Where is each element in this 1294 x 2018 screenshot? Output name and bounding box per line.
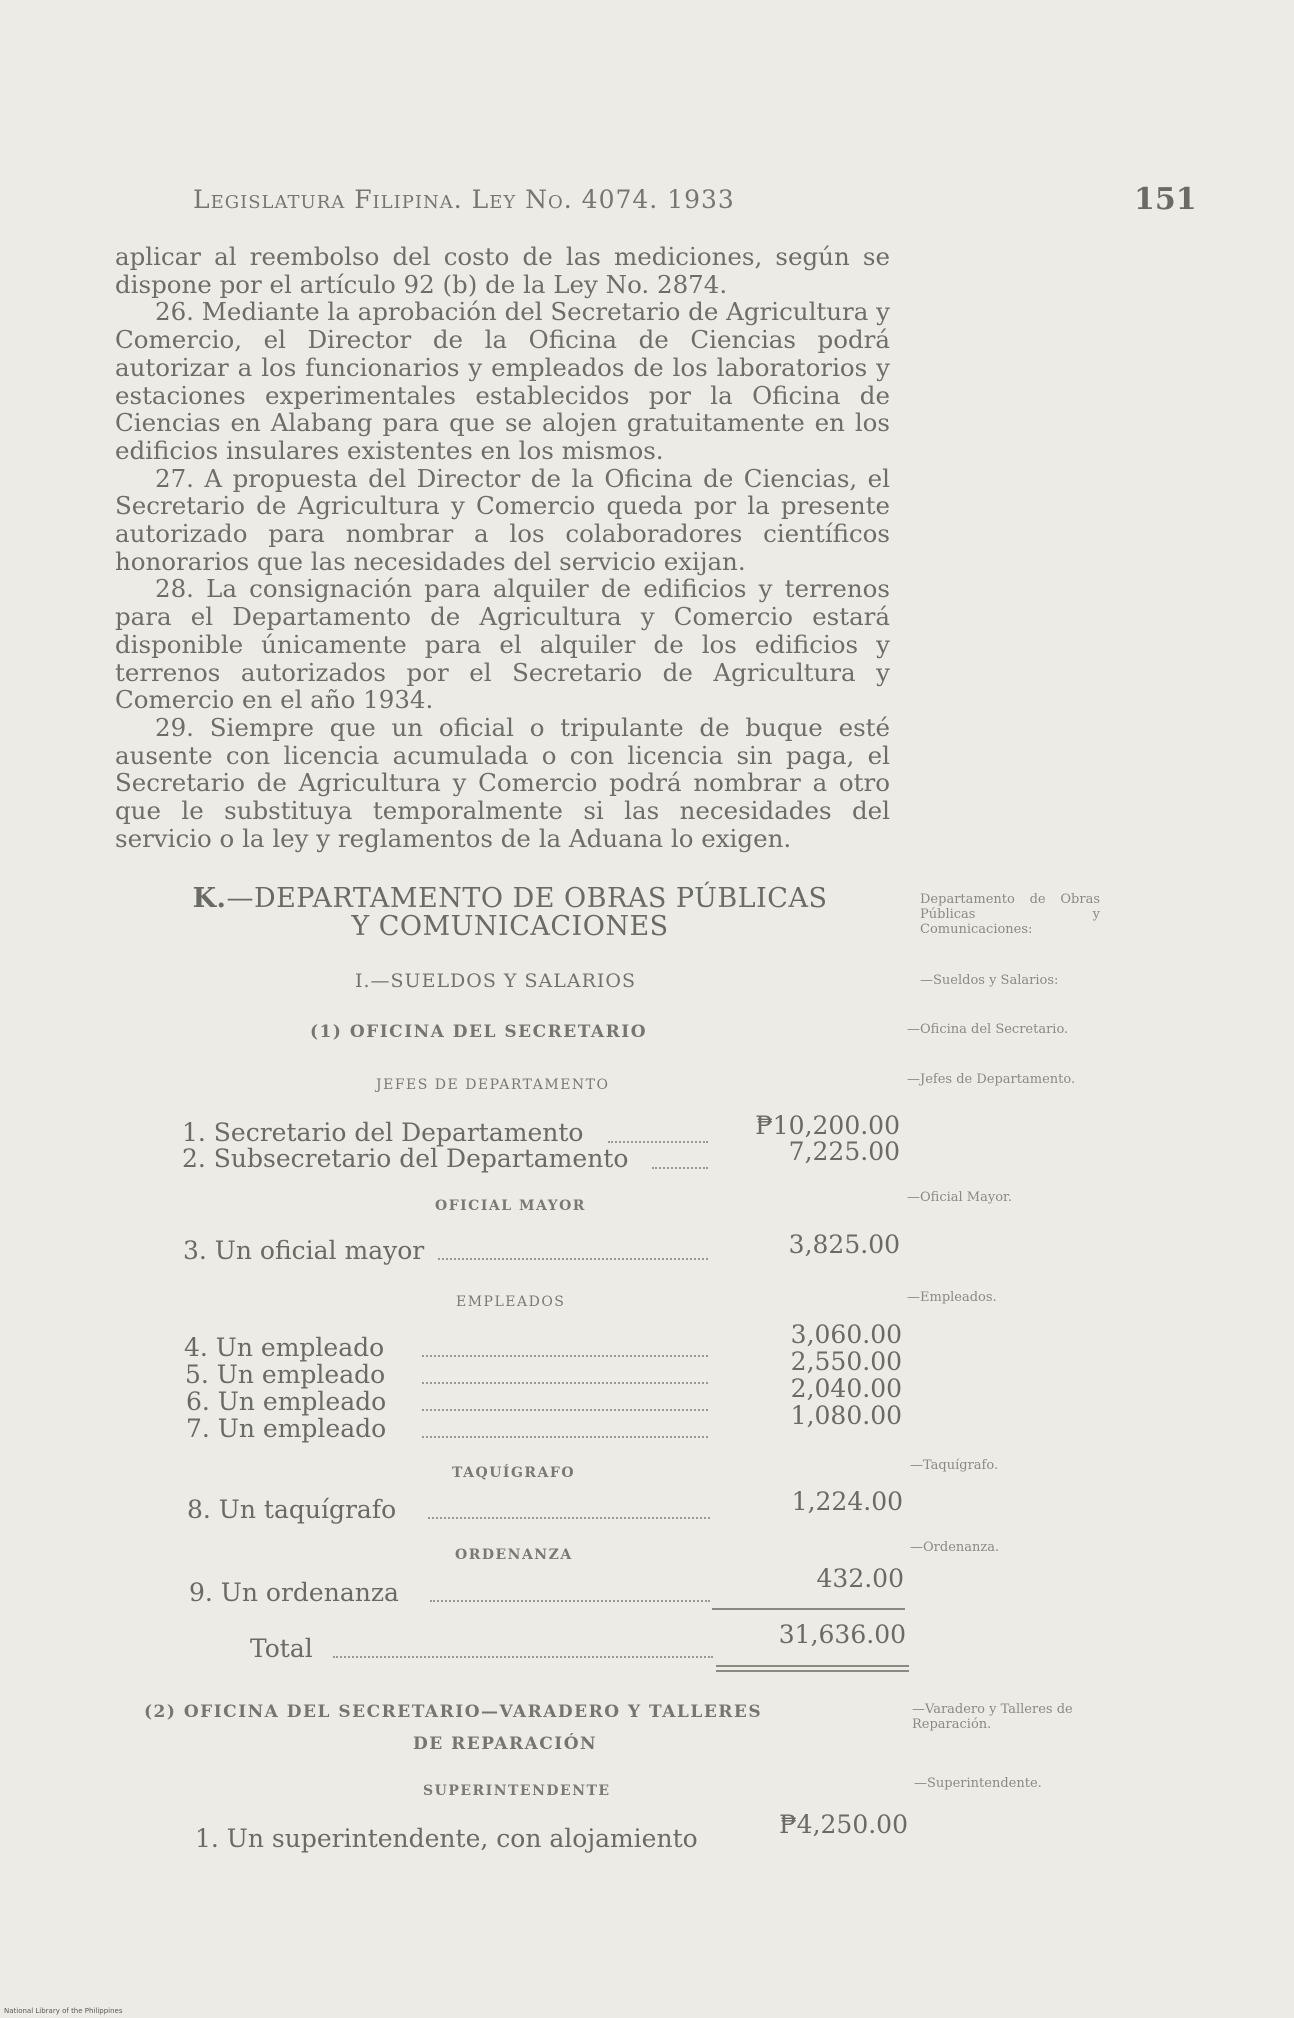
item-label: 3. Un oficial mayor	[183, 1236, 425, 1265]
item-label: 4. Un empleado	[184, 1333, 385, 1362]
margin-note-taquigrafo: —Taquígrafo.	[910, 1458, 999, 1473]
leader-dots	[608, 1141, 708, 1143]
item-8	[187, 1495, 396, 1524]
group-heading-jefes: JEFES DE DEPARTAMENTO	[376, 1077, 610, 1093]
group-heading-ordenanza: ORDENANZA	[455, 1547, 573, 1563]
paragraph-26: 26. Mediante la aprobación del Secretario de Agricultura y Comercio, el Director de la Oficina de Ciencias podrá autorizar a los funcionarios y empleados de los laboratorios y estaciones experimentales establecidos por la Oficina de Ciencias en Alabang para que se alojen gratuitamente en los edificios insulares existentes en los mismos.	[115, 297, 890, 465]
item-amount: 3,825.00	[788, 1230, 900, 1259]
leader-dots	[430, 1600, 710, 1602]
item-3	[183, 1236, 424, 1265]
leader-dots	[422, 1436, 708, 1438]
item-amount: 2,550.00	[790, 1347, 902, 1376]
section-title: I.—SUELDOS Y SALARIOS	[355, 970, 636, 992]
item-4	[184, 1333, 384, 1362]
page-number: 151	[1134, 182, 1197, 217]
office2-title-line1: (2) OFICINA DEL SECRETARIO—VARADERO Y TALLERES	[144, 1702, 763, 1722]
office2-item-amount: ₱4,250.00	[779, 1810, 908, 1839]
margin-note-empleados: —Empleados.	[907, 1290, 997, 1305]
leader-dots	[422, 1382, 708, 1384]
paragraph-27: 27. A propuesta del Director de la Oficina de Ciencias, el Secretario de Agricultura y Comercio queda por la presente autorizado para nombrar a los colaboradores científicos honorarios que las necesidades del servicio exijan.	[115, 463, 890, 576]
total-label: Total	[250, 1634, 313, 1663]
paragraph-25-end: aplicar al reembolso del costo de las mediciones, según se dispone por el artículo 92 (b) de la Ley No. 2874.	[115, 242, 890, 299]
group-heading-empleados: EMPLEADOS	[456, 1294, 566, 1310]
department-letter: K.	[192, 883, 227, 914]
total-rule	[712, 1608, 905, 1610]
margin-note-section: —Sueldos y Salarios:	[920, 973, 1059, 988]
body-text	[115, 243, 890, 852]
item-label: 6. Un empleado	[186, 1387, 387, 1416]
margin-note-ordenanza: —Ordenanza.	[910, 1540, 1000, 1555]
item-label: 8. Un taquígrafo	[187, 1495, 397, 1524]
item-5	[185, 1360, 385, 1389]
item-label: 7. Un empleado	[186, 1414, 387, 1443]
leader-dots	[652, 1167, 708, 1169]
leader-dots	[333, 1656, 713, 1658]
item-label: 2. Subsecretario del Departamento	[182, 1144, 629, 1173]
department-title-line2: Y COMUNICACIONES	[351, 911, 669, 942]
margin-note-office2: —Varadero y Talleres de Reparación.	[912, 1702, 1073, 1732]
item-amount: ₱10,200.00	[755, 1111, 900, 1140]
department-heading	[190, 885, 830, 941]
running-title: Legislatura Filipina. Ley No. 4074. 1933	[193, 185, 735, 214]
item-1	[182, 1118, 583, 1147]
leader-dots	[422, 1409, 708, 1411]
office2-title-line2: DE REPARACIÓN	[413, 1734, 598, 1754]
item-6	[186, 1387, 386, 1416]
item-2	[182, 1144, 628, 1173]
item-9	[189, 1578, 399, 1607]
item-label: 9. Un ordenanza	[189, 1578, 399, 1607]
margin-note-oficial: —Oficial Mayor.	[907, 1190, 1012, 1205]
item-amount: 2,040.00	[790, 1374, 902, 1403]
group-heading-superintendente: SUPERINTENDENTE	[423, 1783, 611, 1799]
leader-dots	[428, 1517, 710, 1519]
margin-note-department: Departamento de Obras Públicas y Comunicaciones:	[920, 892, 1100, 937]
item-amount: 3,060.00	[790, 1320, 902, 1349]
total-amount: 31,636.00	[778, 1620, 906, 1649]
paragraph-28: 28. La consignación para alquiler de edificios y terrenos para el Departamento de Agricultura y Comercio estará disponible únicamente para el alquiler de los edificios y terrenos autorizados por el Secretario de Agricultura y Comercio en el año 1934.	[115, 574, 890, 715]
library-watermark: National Library of the Philippines	[4, 2007, 123, 2015]
group-heading-oficial: OFICIAL MAYOR	[435, 1198, 586, 1214]
department-title-line1: —DEPARTAMENTO DE OBRAS PÚBLICAS	[226, 883, 828, 914]
leader-dots	[422, 1355, 708, 1357]
office2-item-1: 1. Un superintendente, con alojamiento	[195, 1824, 698, 1853]
office1-title: (1) OFICINA DEL SECRETARIO	[310, 1022, 648, 1042]
total-double-rule-top	[716, 1665, 909, 1667]
item-amount: 1,080.00	[790, 1401, 902, 1430]
margin-note-office1: —Oficina del Secretario.	[907, 1022, 1069, 1037]
leader-dots	[438, 1258, 708, 1260]
group-heading-taquigrafo: TAQUÍGRAFO	[452, 1465, 576, 1481]
paragraph-29: 29. Siempre que un oficial o tripulante de buque esté ausente con licencia acumulada o con licencia sin paga, el Secretario de Agricultura y Comercio podrá nombrar a otro que le substituya temporalmente si las necesidades del servicio o la ley y reglamentos de la Aduana lo exigen.	[115, 712, 890, 853]
item-amount: 1,224.00	[791, 1487, 903, 1516]
item-label: 1. Secretario del Departamento	[182, 1118, 584, 1147]
item-7	[186, 1414, 386, 1443]
item-amount: 432.00	[816, 1564, 904, 1593]
margin-note-jefes: —Jefes de Departamento.	[907, 1072, 1076, 1087]
total-double-rule-bottom	[716, 1670, 909, 1672]
margin-note-superintendente: —Superintendente.	[914, 1776, 1042, 1791]
item-label: 5. Un empleado	[185, 1360, 386, 1389]
item-amount: 7,225.00	[788, 1137, 900, 1166]
